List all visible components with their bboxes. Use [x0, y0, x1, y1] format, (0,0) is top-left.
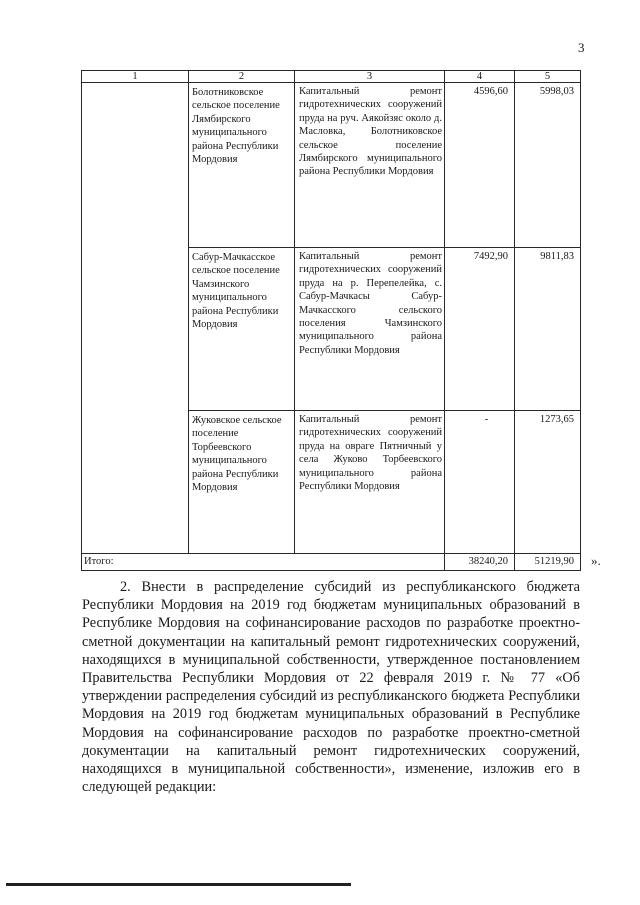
region-cell [82, 83, 189, 554]
table-header-row [82, 71, 581, 83]
municipality-cell: Болотниковское сельское поселение Лямбирского муниципального района Республики Мордовия [189, 83, 295, 248]
amount-col5-cell: 9811,83 [515, 248, 581, 411]
municipality-cell: Сабур-Мачкасское сельское поселение Чамзинского муниципального района Республики Мордовия [189, 248, 295, 411]
amount-col5-cell: 5998,03 [515, 83, 581, 248]
object-cell: Капитальный ремонт гидротехнических сооружений пруда на руч. Аякойзяс около д. Масловка, Болотниковское сельское поселение Лямбирского муниципального района Республики Мордовия [295, 83, 445, 248]
total-label: Итого: [82, 554, 445, 571]
body-paragraph: 2. Внести в распределение субсидий из республиканского бюджета Республики Мордовия на 2019 год бюджетам муниципальных образований в Республике Мордовия на софинансирование расходов по разработке проектно-сметной документации на капитальный ремонт гидротехнических сооружений, находящихся в муниципальной собственности, утвержденное постановлением Правительства Республики Мордовия от 22 февраля 2019 г. № 77 «Об утверждении распределения субсидий из республиканского бюджета Республики Мордовия на 2019 год бюджетам муниципальных образований в Республике Мордовия на софинансирование расходов по разработке проектно-сметной документации на капитальный ремонт гидротехнических сооружений, находящихся в муниципальной собственности», изменение, изложив его в следующей редакции: [82, 579, 580, 796]
page-number: 3 [578, 40, 585, 55]
closing-quote: ». [591, 553, 601, 568]
amount-col5-cell: 1273,65 [515, 411, 581, 554]
header-cell: 1 [82, 71, 189, 83]
subsidy-table [81, 70, 581, 571]
header-cell: 5 [515, 71, 581, 83]
object-cell: Капитальный ремонт гидротехнических сооружений пруда на овраге Пятничный у села Жуково Торбеевского муниципального района Республики Мордовия [295, 411, 445, 554]
total-row [82, 554, 581, 571]
table-row [82, 83, 581, 248]
header-cell: 3 [295, 71, 445, 83]
header-cell: 4 [445, 71, 515, 83]
amount-col4-cell: 7492,90 [445, 248, 515, 411]
amount-col4-cell: - [445, 411, 515, 554]
total-col5: 51219,90 [515, 554, 581, 571]
amount-col4-cell: 4596,60 [445, 83, 515, 248]
total-col4: 38240,20 [445, 554, 515, 571]
object-cell: Капитальный ремонт гидротехнических сооружений пруда на р. Перепелейка, с. Сабур-Мачкасы Сабур-Мачкасского сельского поселения Чамзинского муниципального района Республики Мордовия [295, 248, 445, 411]
header-cell: 2 [189, 71, 295, 83]
municipality-cell: Жуковское сельское поселение Торбеевского муниципального района Республики Мордовия [189, 411, 295, 554]
footer-rule [6, 883, 351, 886]
